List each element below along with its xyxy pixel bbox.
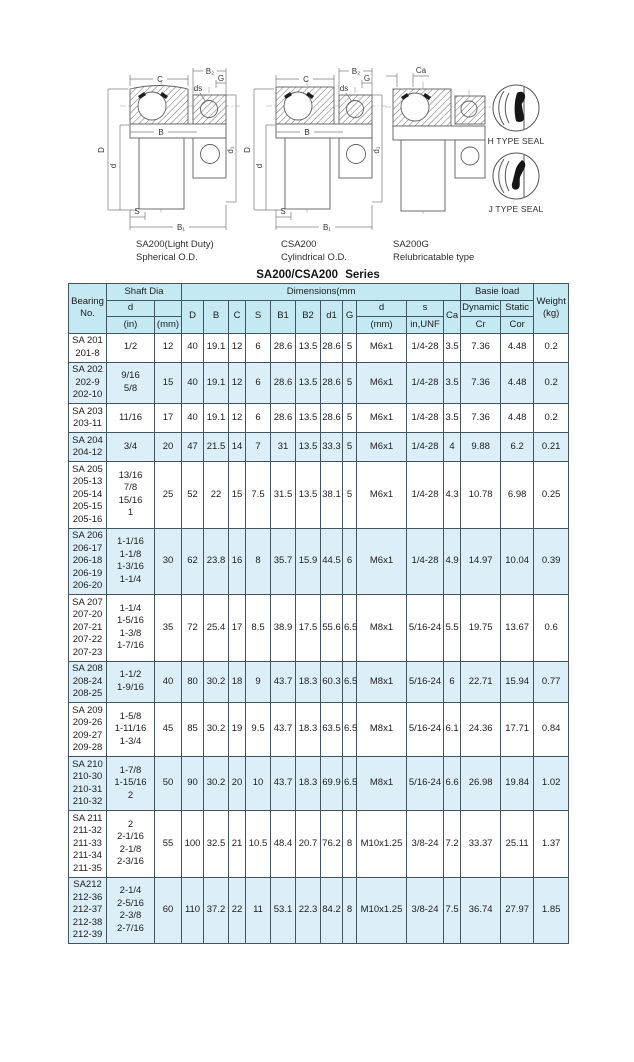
cell-bearing: SA 201 201-8 xyxy=(69,333,107,362)
cell-Ca: 5.5 xyxy=(444,595,461,662)
cell-B: 30.2 xyxy=(204,757,229,811)
header-B: B xyxy=(204,300,229,333)
cell-cor: 10.04 xyxy=(501,528,534,595)
dim-label-g: G xyxy=(363,74,371,83)
cell-cor: 6.2 xyxy=(501,433,534,462)
cell-S: 8 xyxy=(246,528,271,595)
cell-B2: 13.5 xyxy=(296,362,321,404)
figure-csa200 xyxy=(238,62,388,264)
spec-table xyxy=(68,283,569,944)
cell-s_unf: 1/4-28 xyxy=(407,362,444,404)
cell-d1: 84.2 xyxy=(321,877,343,944)
cell-s_unf: 1/4-28 xyxy=(407,462,444,529)
cell-G: 6.5 xyxy=(343,661,357,703)
cell-weight: 1.85 xyxy=(534,877,569,944)
table-title: SA200/CSA200 Series xyxy=(256,269,380,281)
cell-weight: 0.2 xyxy=(534,404,569,433)
cell-cr: 7.36 xyxy=(461,333,501,362)
cell-D: 40 xyxy=(182,404,204,433)
dim-label-s: S xyxy=(280,207,286,216)
cell-D: 40 xyxy=(182,362,204,404)
cell-D: 40 xyxy=(182,333,204,362)
cell-shaft_in: 1/2 xyxy=(107,333,155,362)
cell-G: 5 xyxy=(343,433,357,462)
header-D: D xyxy=(182,300,204,333)
cell-B2: 13.5 xyxy=(296,333,321,362)
dim-label-b2: B₂ xyxy=(351,67,361,76)
header-static: Static xyxy=(501,300,534,317)
cell-B1: 28.6 xyxy=(271,362,296,404)
cell-G: 6 xyxy=(343,528,357,595)
dim-label-d-bore: d xyxy=(255,163,264,169)
cell-C: 12 xyxy=(229,333,246,362)
table-row xyxy=(69,362,569,404)
cell-shaft_mm: 55 xyxy=(155,811,182,878)
cell-cor: 19.84 xyxy=(501,757,534,811)
header-dimensions: Dimensions(mm xyxy=(182,284,461,301)
cell-shaft_mm: 35 xyxy=(155,595,182,662)
cell-shaft_mm: 15 xyxy=(155,362,182,404)
cell-C: 12 xyxy=(229,362,246,404)
cell-cor: 6.98 xyxy=(501,462,534,529)
cell-B2: 13.5 xyxy=(296,433,321,462)
cell-B: 30.2 xyxy=(204,661,229,703)
cell-shaft_in: 3/4 xyxy=(107,433,155,462)
cell-bearing: SA 203 203-11 xyxy=(69,404,107,433)
cell-G: 5 xyxy=(343,362,357,404)
cell-cr: 9.88 xyxy=(461,433,501,462)
cell-cor: 13.67 xyxy=(501,595,534,662)
bearing-drawing-sa200g xyxy=(383,62,493,238)
cell-B: 23.8 xyxy=(204,528,229,595)
cell-B2: 13.5 xyxy=(296,404,321,433)
table-row xyxy=(69,595,569,662)
cell-Ca: 4.3 xyxy=(444,462,461,529)
cell-cr: 33.37 xyxy=(461,811,501,878)
cell-s_unf: 1/4-28 xyxy=(407,433,444,462)
cell-s_unf: 3/8-24 xyxy=(407,811,444,878)
dim-label-d-outer: D xyxy=(97,147,106,153)
cell-Ca: 4 xyxy=(444,433,461,462)
cell-shaft_in: 1-1/16 1-1/8 1-3/16 1-1/4 xyxy=(107,528,155,595)
h-type-seal-icon xyxy=(486,82,546,136)
cell-Ca: 7.2 xyxy=(444,811,461,878)
cell-weight: 1.37 xyxy=(534,811,569,878)
table-row xyxy=(69,462,569,529)
header-C: C xyxy=(229,300,246,333)
cell-cr: 36.74 xyxy=(461,877,501,944)
cell-Ca: 4.9 xyxy=(444,528,461,595)
dim-label-d-bore: d xyxy=(109,163,118,169)
cell-d_mm: M6x1 xyxy=(357,528,407,595)
cell-Ca: 3.5 xyxy=(444,362,461,404)
cell-D: 62 xyxy=(182,528,204,595)
header-d-screw-mm: (mm) xyxy=(357,317,407,334)
cell-D: 72 xyxy=(182,595,204,662)
dim-label-b: B xyxy=(304,128,310,137)
figure-sa200g xyxy=(383,62,493,264)
cell-B1: 28.6 xyxy=(271,404,296,433)
cell-G: 6.5 xyxy=(343,595,357,662)
cell-G: 6.5 xyxy=(343,703,357,757)
cell-d_mm: M8x1 xyxy=(357,661,407,703)
dim-label-c: C xyxy=(157,75,163,84)
cell-shaft_mm: 17 xyxy=(155,404,182,433)
table-row xyxy=(69,333,569,362)
cell-bearing: SA 208 208-24 208-25 xyxy=(69,661,107,703)
cell-d1: 63.5 xyxy=(321,703,343,757)
cell-S: 8.5 xyxy=(246,595,271,662)
cell-shaft_mm: 12 xyxy=(155,333,182,362)
figure-sa200 xyxy=(92,62,242,264)
cell-C: 18 xyxy=(229,661,246,703)
drawing-subtitle-sa200g: Relubricatable type xyxy=(393,252,475,263)
cell-S: 9.5 xyxy=(246,703,271,757)
cell-weight: 1.02 xyxy=(534,757,569,811)
cell-G: 8 xyxy=(343,877,357,944)
cell-d_mm: M8x1 xyxy=(357,595,407,662)
header-Ca: Ca xyxy=(444,300,461,333)
dim-label-s: S xyxy=(134,207,140,216)
cell-shaft_in: 1-1/4 1-5/16 1-3/8 1-7/16 xyxy=(107,595,155,662)
cell-cor: 4.48 xyxy=(501,362,534,404)
cell-bearing: SA 205 205-13 205-14 205-15 205-16 xyxy=(69,462,107,529)
drawing-subtitle-sa200: Spherical O.D. xyxy=(136,252,198,263)
cell-C: 14 xyxy=(229,433,246,462)
j-type-seal-icon xyxy=(486,150,546,204)
cell-B1: 35.7 xyxy=(271,528,296,595)
cell-D: 47 xyxy=(182,433,204,462)
cell-shaft_in: 9/16 5/8 xyxy=(107,362,155,404)
header-basic-load: Basie load xyxy=(461,284,534,301)
cell-s_unf: 1/4-28 xyxy=(407,528,444,595)
cell-S: 6 xyxy=(246,404,271,433)
cell-d_mm: M10x1.25 xyxy=(357,811,407,878)
cell-S: 7.5 xyxy=(246,462,271,529)
cell-B1: 38.9 xyxy=(271,595,296,662)
cell-d1: 38.1 xyxy=(321,462,343,529)
cell-G: 5 xyxy=(343,333,357,362)
cell-s_unf: 1/4-28 xyxy=(407,333,444,362)
cell-C: 15 xyxy=(229,462,246,529)
cell-d1: 28.6 xyxy=(321,362,343,404)
cell-shaft_mm: 25 xyxy=(155,462,182,529)
dim-label-b2: B₂ xyxy=(205,67,215,76)
cell-weight: 0.25 xyxy=(534,462,569,529)
cell-B1: 28.6 xyxy=(271,333,296,362)
cell-shaft_in: 13/16 7/8 15/16 1 xyxy=(107,462,155,529)
header-s-unf: in,UNF xyxy=(407,317,444,334)
table-row xyxy=(69,661,569,703)
cell-B: 37.2 xyxy=(204,877,229,944)
cell-B1: 48.4 xyxy=(271,811,296,878)
cell-B2: 20.7 xyxy=(296,811,321,878)
cell-cr: 7.36 xyxy=(461,362,501,404)
cell-d_mm: M6x1 xyxy=(357,362,407,404)
table-row xyxy=(69,757,569,811)
cell-bearing: SA 207 207-20 207-21 207-22 207-23 xyxy=(69,595,107,662)
cell-G: 6.5 xyxy=(343,757,357,811)
header-S: S xyxy=(246,300,271,333)
cell-bearing: SA 204 204-12 xyxy=(69,433,107,462)
j-type-seal-block xyxy=(486,150,546,214)
drawing-name-csa200: CSA200 xyxy=(281,239,317,250)
cell-S: 9 xyxy=(246,661,271,703)
dim-label-b1: B₁ xyxy=(176,223,186,232)
cell-d1: 28.6 xyxy=(321,333,343,362)
cell-shaft_in: 2-1/4 2-5/16 2-3/8 2-7/16 xyxy=(107,877,155,944)
header-shaft-d: d xyxy=(107,300,155,317)
cell-shaft_mm: 50 xyxy=(155,757,182,811)
dim-label-c: C xyxy=(303,75,309,84)
cell-shaft_in: 1-1/2 1-9/16 xyxy=(107,661,155,703)
cell-weight: 0.2 xyxy=(534,333,569,362)
dim-label-d-outer: D xyxy=(243,147,252,153)
header-weight: Weight (kg) xyxy=(534,284,569,334)
cell-d_mm: M8x1 xyxy=(357,703,407,757)
cell-Ca: 6.6 xyxy=(444,757,461,811)
header-d1: d1 xyxy=(321,300,343,333)
cell-G: 5 xyxy=(343,462,357,529)
cell-shaft_mm: 20 xyxy=(155,433,182,462)
header-bearing-no: Bearing No. xyxy=(69,284,107,334)
cell-s_unf: 5/16-24 xyxy=(407,661,444,703)
cell-d_mm: M8x1 xyxy=(357,757,407,811)
cell-bearing: SA 206 206-17 206-18 206-19 206-20 xyxy=(69,528,107,595)
cell-B1: 31.5 xyxy=(271,462,296,529)
cell-D: 80 xyxy=(182,661,204,703)
cell-d1: 28.6 xyxy=(321,404,343,433)
cell-shaft_in: 11/16 xyxy=(107,404,155,433)
cell-C: 22 xyxy=(229,877,246,944)
cell-B1: 43.7 xyxy=(271,661,296,703)
cell-weight: 0.39 xyxy=(534,528,569,595)
table-row xyxy=(69,433,569,462)
cell-cr: 22.71 xyxy=(461,661,501,703)
j-type-seal-label: J TYPE SEAL xyxy=(488,204,544,214)
header-cr: Cr xyxy=(461,317,501,334)
cell-D: 85 xyxy=(182,703,204,757)
drawing-subtitle-csa200: Cylindrical O.D. xyxy=(281,252,347,263)
cell-cor: 4.48 xyxy=(501,333,534,362)
header-s-screw: s xyxy=(407,300,444,317)
cell-s_unf: 5/16-24 xyxy=(407,757,444,811)
spec-table-header xyxy=(69,284,569,334)
header-G: G xyxy=(343,300,357,333)
cell-bearing: SA212 212-36 212-37 212-38 212-39 xyxy=(69,877,107,944)
header-B2: B2 xyxy=(296,300,321,333)
cell-cor: 25.11 xyxy=(501,811,534,878)
cell-S: 7 xyxy=(246,433,271,462)
dim-label-b1: B₁ xyxy=(322,223,332,232)
cell-B2: 18.3 xyxy=(296,661,321,703)
cell-S: 6 xyxy=(246,333,271,362)
cell-cr: 7.36 xyxy=(461,404,501,433)
cell-weight: 0.77 xyxy=(534,661,569,703)
cell-G: 5 xyxy=(343,404,357,433)
drawing-name-sa200g: SA200G xyxy=(393,239,429,250)
cell-bearing: SA 202 202-9 202-10 xyxy=(69,362,107,404)
spec-table-body xyxy=(69,333,569,944)
dim-label-ds: ds xyxy=(339,84,349,93)
cell-B2: 17.5 xyxy=(296,595,321,662)
cell-d1: 60.3 xyxy=(321,661,343,703)
cell-S: 10 xyxy=(246,757,271,811)
header-dynamic: Dynamic xyxy=(461,300,501,317)
cell-B1: 53.1 xyxy=(271,877,296,944)
cell-B: 21.5 xyxy=(204,433,229,462)
cell-shaft_mm: 30 xyxy=(155,528,182,595)
cell-B: 19.1 xyxy=(204,333,229,362)
cell-cor: 27.97 xyxy=(501,877,534,944)
cell-cr: 19.75 xyxy=(461,595,501,662)
header-shaft-empty xyxy=(155,300,182,317)
dim-label-ca: Ca xyxy=(415,66,427,75)
cell-Ca: 6 xyxy=(444,661,461,703)
bearing-drawing-sa200 xyxy=(92,62,242,238)
cell-B: 25.4 xyxy=(204,595,229,662)
cell-shaft_mm: 40 xyxy=(155,661,182,703)
header-shaft-mm: (mm) xyxy=(155,317,182,334)
header-shaft-in: (in) xyxy=(107,317,155,334)
cell-weight: 0.6 xyxy=(534,595,569,662)
cell-B2: 18.3 xyxy=(296,757,321,811)
cell-weight: 0.84 xyxy=(534,703,569,757)
cell-B: 19.1 xyxy=(204,362,229,404)
cell-shaft_in: 2 2-1/16 2-1/8 2-3/16 xyxy=(107,811,155,878)
table-row xyxy=(69,528,569,595)
dim-label-g: G xyxy=(217,74,225,83)
cell-d1: 76.2 xyxy=(321,811,343,878)
cell-d1: 33.3 xyxy=(321,433,343,462)
drawing-name-sa200: SA200(Light Duty) xyxy=(136,239,214,250)
cell-Ca: 3.5 xyxy=(444,333,461,362)
cell-Ca: 7.5 xyxy=(444,877,461,944)
cell-C: 12 xyxy=(229,404,246,433)
cell-S: 11 xyxy=(246,877,271,944)
dim-label-ds: ds xyxy=(193,84,203,93)
cell-cr: 10.78 xyxy=(461,462,501,529)
h-type-seal-block xyxy=(486,82,546,146)
cell-d1: 69.9 xyxy=(321,757,343,811)
cell-d1: 44.5 xyxy=(321,528,343,595)
dim-label-b: B xyxy=(158,128,164,137)
dim-label-d1: d₁ xyxy=(372,146,381,154)
table-row xyxy=(69,811,569,878)
cell-cor: 17.71 xyxy=(501,703,534,757)
header-B1: B1 xyxy=(271,300,296,333)
cell-s_unf: 3/8-24 xyxy=(407,877,444,944)
cell-B1: 31 xyxy=(271,433,296,462)
cell-cor: 4.48 xyxy=(501,404,534,433)
cell-s_unf: 1/4-28 xyxy=(407,404,444,433)
table-row xyxy=(69,404,569,433)
cell-G: 8 xyxy=(343,811,357,878)
cell-cr: 24.36 xyxy=(461,703,501,757)
cell-B: 19.1 xyxy=(204,404,229,433)
bearing-drawing-csa200 xyxy=(238,62,388,238)
cell-bearing: SA 209 209-26 209-27 209-28 xyxy=(69,703,107,757)
cell-C: 20 xyxy=(229,757,246,811)
cell-B1: 43.7 xyxy=(271,703,296,757)
cell-cr: 14.97 xyxy=(461,528,501,595)
cell-d_mm: M10x1.25 xyxy=(357,877,407,944)
cell-D: 100 xyxy=(182,811,204,878)
cell-S: 10.5 xyxy=(246,811,271,878)
cell-B2: 18.3 xyxy=(296,703,321,757)
dim-label-d1: d₁ xyxy=(226,146,235,154)
cell-B2: 22.3 xyxy=(296,877,321,944)
cell-D: 52 xyxy=(182,462,204,529)
cell-bearing: SA 211 211-32 211-33 211-34 211-35 xyxy=(69,811,107,878)
cell-B: 30.2 xyxy=(204,703,229,757)
cell-s_unf: 5/16-24 xyxy=(407,595,444,662)
header-cor: Cor xyxy=(501,317,534,334)
cell-d_mm: M6x1 xyxy=(357,462,407,529)
cell-shaft_mm: 60 xyxy=(155,877,182,944)
cell-D: 90 xyxy=(182,757,204,811)
cell-S: 6 xyxy=(246,362,271,404)
technical-drawings-section xyxy=(0,62,634,266)
cell-shaft_in: 1-7/8 1-15/16 2 xyxy=(107,757,155,811)
cell-B2: 13.5 xyxy=(296,462,321,529)
cell-bearing: SA 210 210-30 210-31 210-32 xyxy=(69,757,107,811)
h-type-seal-label: H TYPE SEAL xyxy=(487,136,545,146)
cell-B: 32.5 xyxy=(204,811,229,878)
cell-weight: 0.2 xyxy=(534,362,569,404)
cell-C: 17 xyxy=(229,595,246,662)
cell-d_mm: M6x1 xyxy=(357,433,407,462)
header-d-screw: d xyxy=(357,300,407,317)
cell-C: 21 xyxy=(229,811,246,878)
seal-types-panel xyxy=(482,82,550,214)
cell-B: 22 xyxy=(204,462,229,529)
cell-d1: 55.6 xyxy=(321,595,343,662)
cell-Ca: 6.1 xyxy=(444,703,461,757)
cell-weight: 0.21 xyxy=(534,433,569,462)
cell-B2: 15.9 xyxy=(296,528,321,595)
cell-C: 19 xyxy=(229,703,246,757)
cell-shaft_mm: 45 xyxy=(155,703,182,757)
cell-D: 110 xyxy=(182,877,204,944)
cell-cor: 15.94 xyxy=(501,661,534,703)
cell-Ca: 3.5 xyxy=(444,404,461,433)
cell-C: 16 xyxy=(229,528,246,595)
table-row xyxy=(69,703,569,757)
table-row xyxy=(69,877,569,944)
catalog-page xyxy=(0,62,634,1062)
cell-d_mm: M6x1 xyxy=(357,404,407,433)
cell-d_mm: M6x1 xyxy=(357,333,407,362)
header-shaft-dia: Shaft Dia xyxy=(107,284,182,301)
cell-B1: 43.7 xyxy=(271,757,296,811)
cell-cr: 26.98 xyxy=(461,757,501,811)
cell-shaft_in: 1-5/8 1-11/16 1-3/4 xyxy=(107,703,155,757)
cell-s_unf: 5/16-24 xyxy=(407,703,444,757)
